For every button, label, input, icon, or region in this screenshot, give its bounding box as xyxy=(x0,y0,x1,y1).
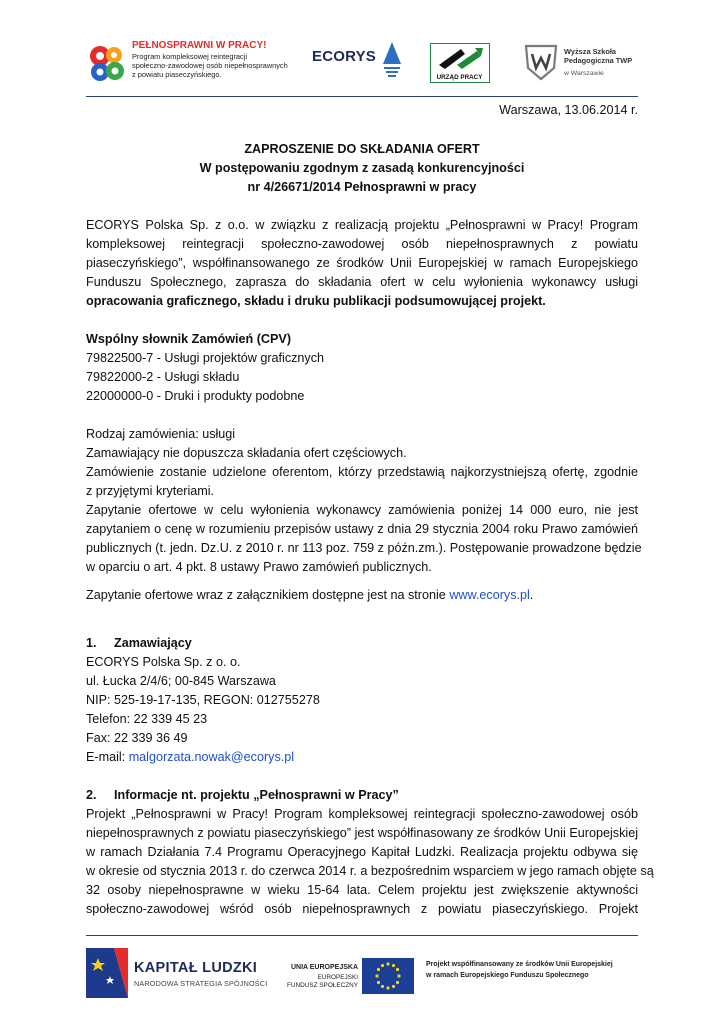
kapital-ludzki-subtitle: NARODOWA STRATEGIA SPÓJNOŚCI xyxy=(134,979,268,988)
section-1-title: Zamawiający xyxy=(114,636,192,650)
title-line-1: ZAPROSZENIE DO SKŁADANIA OFERT xyxy=(244,142,480,156)
intro-line: kompleksowej reintegracji społeczno-zawodowej osób niepełnosprawnych z powiatu xyxy=(86,237,638,251)
eu-logo-line3: FUNDUSZ SPOŁECZNY xyxy=(286,982,358,989)
pelnosprawni-logo-line3: z powiatu piaseczyńskiego. xyxy=(132,70,222,79)
kapital-ludzki-logo xyxy=(84,946,274,1000)
legal-line: Zapytanie ofertowe w celu wyłonienia wykonawcy zamówienia poniżej 14 000 euro, nie jest xyxy=(86,503,638,517)
award-line: Zamówienie zostanie udzielone oferentom, którzy przedstawią najkorzystniejszą ofertę, zgodnie xyxy=(86,465,638,479)
eu-logo-line1: UNIA EUROPEJSKA xyxy=(290,964,358,971)
section-1-heading xyxy=(86,634,192,653)
legal-line: zapytaniem o cenę w rozumieniu przepisów ustawy z dnia 29 stycznia 2004 roku Prawo zamówień xyxy=(86,522,638,536)
wsp-twp-logo xyxy=(522,42,672,86)
order-type: Rodzaj zamówienia: usługi xyxy=(86,427,236,441)
project-info-line: społeczno-zawodowej wśród osób niepełnosprawnych z powiatu piaseczyńskiego. Projekt xyxy=(86,902,638,916)
ecorys-triangle-icon xyxy=(382,40,402,80)
cpv-code: 79822500-7 - Usługi projektów graficznych xyxy=(86,351,325,365)
intro-line-bold: opracowania graficznego, składu i druku publikacji podsumowującej projekt. xyxy=(86,294,546,308)
project-info-line: w ramach Działania 7.4 Programu Operacyjnego Kapitał Ludzki. Realizacja projektu odbywa się xyxy=(86,845,638,859)
intro-line: piaseczyńskiego”, współfinansowanego ze środków Unii Europejskiej w ramach Europejskiego xyxy=(86,256,638,270)
pelnosprawni-logo-title: PEŁNOSPRAWNI W PRACY! xyxy=(132,40,267,51)
pelnosprawni-logo-line2: społeczno-zawodowej osób niepełnosprawnych xyxy=(132,61,288,70)
kapital-ludzki-emblem-icon xyxy=(84,946,130,1000)
intro-line: ECORYS Polska Sp. z o.o. w związku z realizacją projektu „Pełnosprawni w Pracy! Program xyxy=(86,218,638,232)
section-2-heading xyxy=(86,786,399,805)
availability-suffix: . xyxy=(529,588,534,602)
arrows-icon xyxy=(431,45,488,73)
footer-divider xyxy=(86,935,638,936)
wsp-logo-line1: Wyższa Szkoła xyxy=(564,47,617,56)
eu-stars-icon xyxy=(362,958,414,994)
section-2-title: Informacje nt. projektu „Pełnosprawni w Pracy” xyxy=(114,788,399,802)
legal-line: publicznych (t. jedn. Dz.U. z 2010 r. nr 113 poz. 759 z późn.zm.). Postępowanie prowadzone będzie xyxy=(86,541,642,555)
place-date: Warszawa, 13.06.2014 r. xyxy=(499,103,638,117)
legal-line: w oparciu o art. 4 pkt. 8 ustawy Prawo zamówień publicznych. xyxy=(86,560,432,574)
urzad-pracy-logo xyxy=(430,43,490,83)
cofinance-line-1: Projekt współfinansowany ze środków Unii Europejskiej xyxy=(426,961,613,968)
eu-flag xyxy=(362,958,414,994)
project-info-line: w okresie od stycznia 2013 r. do czerwca 2014 r. a bezpośrednim wsparciem w jego ramach objęte są xyxy=(86,864,654,878)
award-line: z przyjętymi kryteriami. xyxy=(86,484,215,498)
title-line-2: W postępowaniu zgodnym z zasadą konkurencyjności xyxy=(199,161,525,175)
contact-line: Telefon: 22 339 45 23 xyxy=(86,712,208,726)
project-info-line: niepełnosprawnych z powiatu piaseczyńskiego” jest współfinasowany ze środków Unii Europejskiej xyxy=(86,826,638,840)
partial-offers-note: Zamawiający nie dopuszcza składania ofert częściowych. xyxy=(86,446,407,460)
contact-line: ul. Łucka 2/4/6; 00-845 Warszawa xyxy=(86,674,276,688)
wsp-emblem-icon xyxy=(522,42,560,82)
ecorys-logo xyxy=(312,40,406,80)
contact-line: ECORYS Polska Sp. z o. o. xyxy=(86,655,241,669)
pelnosprawni-logo-line1: Program kompleksowej reintegracji xyxy=(132,52,248,61)
project-info-line: 32 osoby niepełnosprawne w wieku 15-64 lata. Celem projektu jest zwiększenie aktywności xyxy=(86,883,638,897)
availability-note xyxy=(86,586,533,605)
urzad-pracy-logo-text: URZĄD PRACY xyxy=(436,74,483,81)
email-line xyxy=(86,748,294,767)
email-link[interactable]: malgorzata.nowak@ecorys.pl xyxy=(128,750,295,764)
contact-line: NIP: 525-19-17-135, REGON: 012755278 xyxy=(86,693,320,707)
eu-logo-line2: EUROPEJSKI xyxy=(317,974,358,981)
wsp-logo-line3: w Warszawie xyxy=(564,70,604,77)
cpv-heading: Wspólny słownik Zamówień (CPV) xyxy=(86,332,292,346)
intro-line: Funduszu Społecznego, zaprasza do składania ofert w celu wyłonienia wykonawcy usługi xyxy=(86,275,638,289)
email-label: E-mail: xyxy=(86,750,129,764)
gears-icon xyxy=(86,42,128,84)
ecorys-website-link[interactable]: www.ecorys.pl xyxy=(449,588,530,602)
section-2-number: 2. xyxy=(86,788,97,802)
cofinance-line-2: w ramach Europejskiego Funduszu Społecznego xyxy=(426,972,589,979)
ecorys-logo-text: ECORYS xyxy=(312,48,376,65)
cpv-code: 22000000-0 - Druki i produkty podobne xyxy=(86,389,305,403)
eu-social-fund-logo xyxy=(284,958,414,996)
pelnosprawni-logo xyxy=(86,40,286,88)
header-divider xyxy=(86,96,638,97)
project-info-line: Projekt „Pełnosprawni w Pracy! Program kompleksowej reintegracji społeczno-zawodowej osób xyxy=(86,807,638,821)
availability-prefix: Zapytanie ofertowe wraz z załącznikiem dostępne jest na stronie xyxy=(86,588,450,602)
cpv-code: 79822000-2 - Usługi składu xyxy=(86,370,240,384)
section-1-number: 1. xyxy=(86,636,97,650)
kapital-ludzki-title: KAPITAŁ LUDZKI xyxy=(134,960,258,976)
title-line-3: nr 4/26671/2014 Pełnosprawni w pracy xyxy=(247,180,477,194)
contact-line: Fax: 22 339 36 49 xyxy=(86,731,188,745)
wsp-logo-line2: Pedagogiczna TWP xyxy=(564,56,633,65)
